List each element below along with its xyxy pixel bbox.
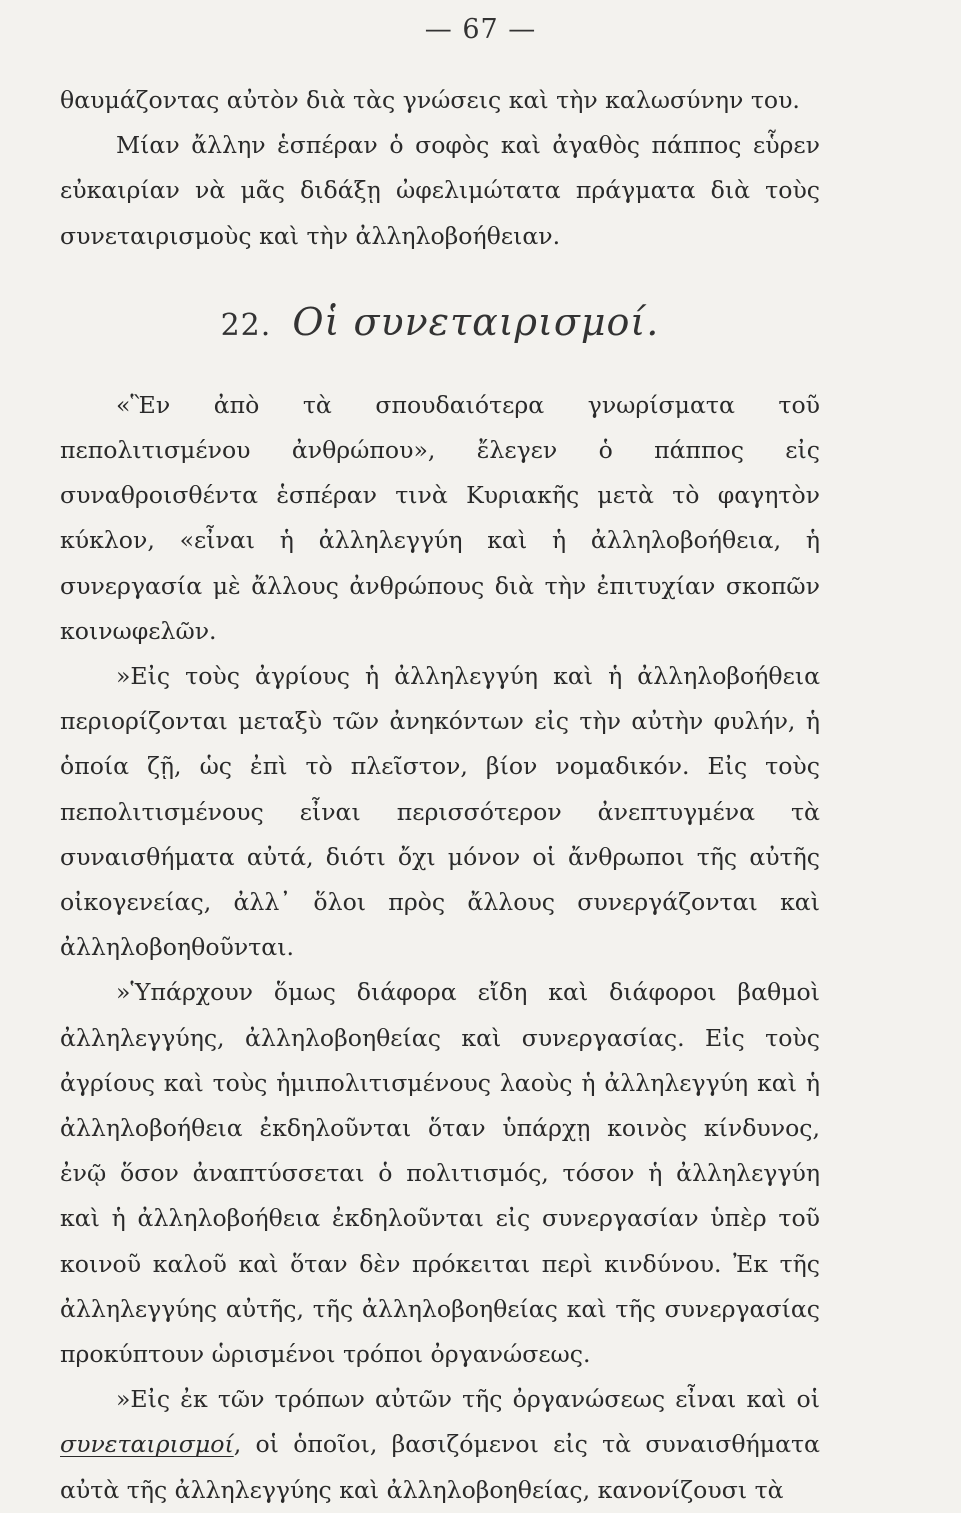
paragraph-1: θαυμάζοντας αὐτὸν διὰ τὰς γνώσεις καὶ τὴν καλωσύνην του. — [60, 86, 800, 114]
body-text — [60, 78, 820, 1513]
page-number: — 67 — — [424, 14, 537, 45]
section-heading — [60, 299, 820, 349]
paragraph-6-start: »Εἰς ἐκ τῶν τρόπων αὐτῶν τῆς ὀργανώσεως εἶναι καὶ οἱ — [116, 1385, 820, 1414]
section-title: Οἱ συνεταιρισμοί. — [292, 299, 660, 344]
paragraph-5: »Ὑπάρχουν ὅμως διάφορα εἴδη καὶ διάφοροι βαθμοὶ ἀλληλεγγύης, ἀλληλοβοηθείας καὶ συνεργασίας. Εἰς τοὺς ἀγρίους καὶ τοὺς ἡμιπολιτισμένους λαοὺς ἡ ἀλληλεγγύη καὶ ἡ ἀλληλοβοήθεια ἐκδηλοῦνται ὅταν ὑπάρχῃ κοινὸς κίνδυνος, ἐνῷ ὅσον ἀναπτύσσεται ὁ πολιτισμός, τόσον ἡ ἀλληλεγγύη καὶ ἡ ἀλληλοβοήθεια ἐκδηλοῦνται εἰς συνεργασίαν ὑπὲρ τοῦ κοινοῦ καλοῦ καὶ ὅταν δὲν πρόκειται περὶ κινδύνου. Ἐκ τῆς ἀλληλεγγύης αὐτῆς, τῆς ἀλληλοβοηθείας καὶ τῆς συνεργασίας προκύπτουν ὡρισμένοι τρόποι ὀργανώσεως. — [60, 978, 820, 1369]
paragraph-6-end: , οἱ ὁποῖοι, βασιζόμενοι εἰς τὰ συναισθήματα αὐτὰ τῆς ἀλληλεγγύης καὶ ἀλληλοβοηθείας, κανονίζουσι τὰ — [60, 1430, 820, 1504]
paragraph-4: »Εἰς τοὺς ἀγρίους ἡ ἀλληλεγγύη καὶ ἡ ἀλληλοβοήθεια περιορίζονται μεταξὺ τῶν ἀνηκόντων εἰς τὴν αὐτὴν φυλήν, ἡ ὁποία ζῇ, ὡς ἐπὶ τὸ πλεῖστον, βίον νομαδικόν. Εἰς τοὺς πεπολιτισμένους εἶναι περισσότερον ἀνεπτυγμένα τὰ συναισθήματα αὐτά, διότι ὄχι μόνον οἱ ἄνθρωποι τῆς αὐτῆς οἰκογενείας, ἀλλ᾽ ὅλοι πρὸς ἄλλους συνεργάζονται καὶ ἀλληλοβοηθοῦνται. — [60, 662, 820, 962]
paragraph-2: Μίαν ἄλλην ἑσπέραν ὁ σοφὸς καὶ ἀγαθὸς πάππος εὗρεν εὐκαιρίαν νὰ μᾶς διδάξῃ ὠφελιμώτατα πράγματα διὰ τοὺς συνεταιρισμοὺς καὶ τὴν ἀλληλοβοήθειαν. — [60, 131, 820, 250]
section-number: 22. — [220, 307, 272, 343]
emphasized-term: συνεταιρισμοί — [60, 1430, 234, 1459]
paragraph-3: «Ἓν ἀπὸ τὰ σπουδαιότερα γνωρίσματα τοῦ πεπολιτισμένου ἀνθρώπου», ἔλεγεν ὁ πάππος εἰς συναθροισθέντα ἑσπέραν τινὰ Κυριακῆς μετὰ τὸ φαγητὸν κύκλον, «εἶναι ἡ ἀλληλεγγύη καὶ ἡ ἀλληλοβοήθεια, ἡ συνεργασία μὲ ἄλλους ἀνθρώπους διὰ τὴν ἐπιτυχίαν σκοπῶν κοινωφελῶν. — [60, 390, 820, 645]
paragraph-6 — [60, 1377, 820, 1513]
